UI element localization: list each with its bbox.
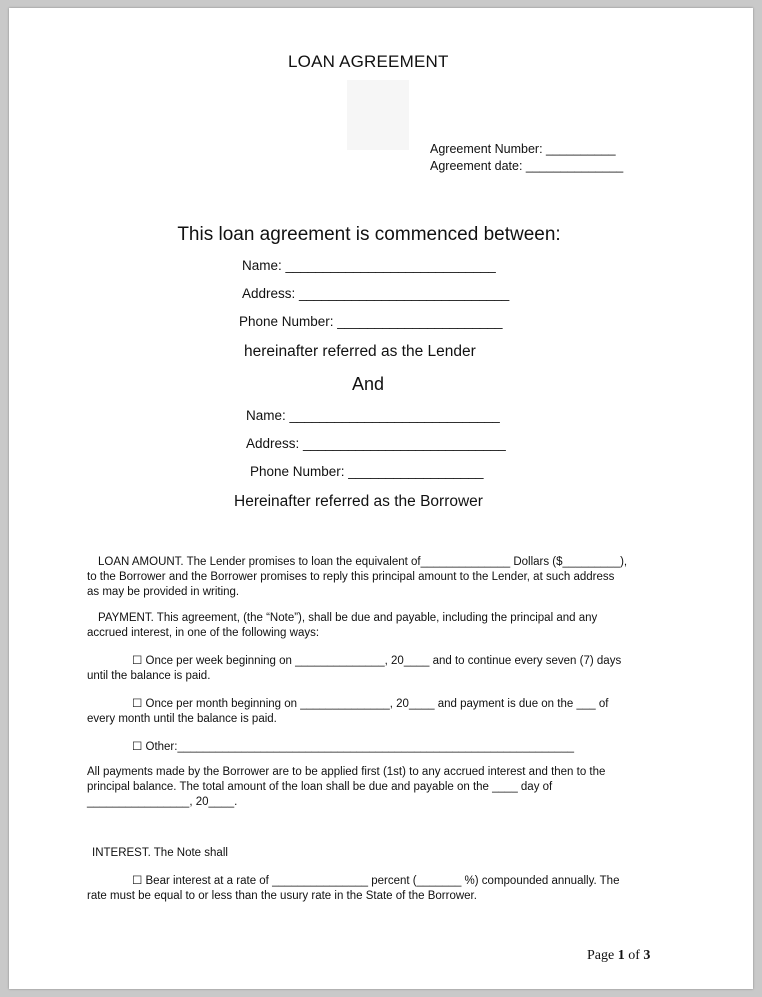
borrower-name-field: Name: ____________________________ — [246, 408, 500, 423]
payment-line: accrued interest, in one of the following ways: — [87, 627, 320, 639]
faint-image-area — [347, 80, 409, 150]
document-title: LOAN AGREEMENT — [288, 52, 449, 71]
payment-clause — [87, 611, 687, 641]
and-separator: And — [352, 374, 385, 394]
agreement-date: Agreement date: ______________ — [430, 159, 624, 173]
other-payment-option: ☐ Other:______________________________________________________________ — [132, 741, 574, 753]
payments-line: principal balance. The total amount of the loan shall be due and payable on the ____ day of — [87, 781, 553, 793]
borrower-reference: Hereinafter referred as the Borrower — [234, 493, 483, 510]
lender-address-field: Address: ____________________________ — [242, 286, 510, 301]
borrower-phone-field: Phone Number: __________________ — [250, 464, 484, 479]
loan-amount-line: as may be provided in writing. — [87, 586, 240, 598]
lender-phone-field: Phone Number: ______________________ — [239, 314, 503, 329]
intro-heading: This loan agreement is commenced between: — [177, 224, 561, 245]
payments-line: ________________, 20____. — [87, 796, 238, 808]
monthly-payment-option — [87, 697, 687, 727]
page-total: 3 — [643, 948, 651, 963]
interest-option-line: rate must be equal to or less than the usury rate in the State of the Borrower. — [87, 890, 477, 902]
interest-rate-option — [87, 874, 687, 904]
weekly-option-line: ☐ Once per week beginning on ______________, 20____ and to continue every seven (7) days — [132, 655, 622, 667]
weekly-payment-option — [87, 654, 687, 684]
payment-line: PAYMENT. This agreement, (the “Note”), shall be due and payable, including the principal and any — [98, 612, 598, 624]
monthly-option-line: ☐ Once per month beginning on ______________, 20____ and payment is due on the ___ of — [132, 698, 609, 710]
payments-line: All payments made by the Borrower are to be applied first (1st) to any accrued interest and then to the — [87, 766, 606, 778]
document-page — [9, 8, 753, 989]
lender-reference: hereinafter referred as the Lender — [244, 343, 476, 360]
loan-amount-line: LOAN AMOUNT. The Lender promises to loan the equivalent of______________ Dollars ($_________), — [98, 556, 628, 568]
weekly-option-line: until the balance is paid. — [87, 670, 211, 682]
agreement-number: Agreement Number: __________ — [430, 142, 616, 156]
page-of: of — [628, 948, 640, 963]
monthly-option-line: every month until the balance is paid. — [87, 713, 277, 725]
loan-amount-line: to the Borrower and the Borrower promises to reply this principal amount to the Lender, at such address — [87, 571, 615, 583]
payments-application-clause — [87, 765, 687, 810]
page-label: Page — [587, 948, 615, 963]
page-current: 1 — [617, 948, 625, 963]
page-number — [587, 948, 650, 964]
lender-name-field: Name: ____________________________ — [242, 258, 496, 273]
interest-heading: INTEREST. The Note shall — [92, 847, 228, 859]
interest-option-line: ☐ Bear interest at a rate of _______________ percent (_______ %) compounded annually. The — [132, 875, 620, 887]
loan-amount-clause — [87, 555, 687, 600]
borrower-address-field: Address: ___________________________ — [246, 436, 506, 451]
